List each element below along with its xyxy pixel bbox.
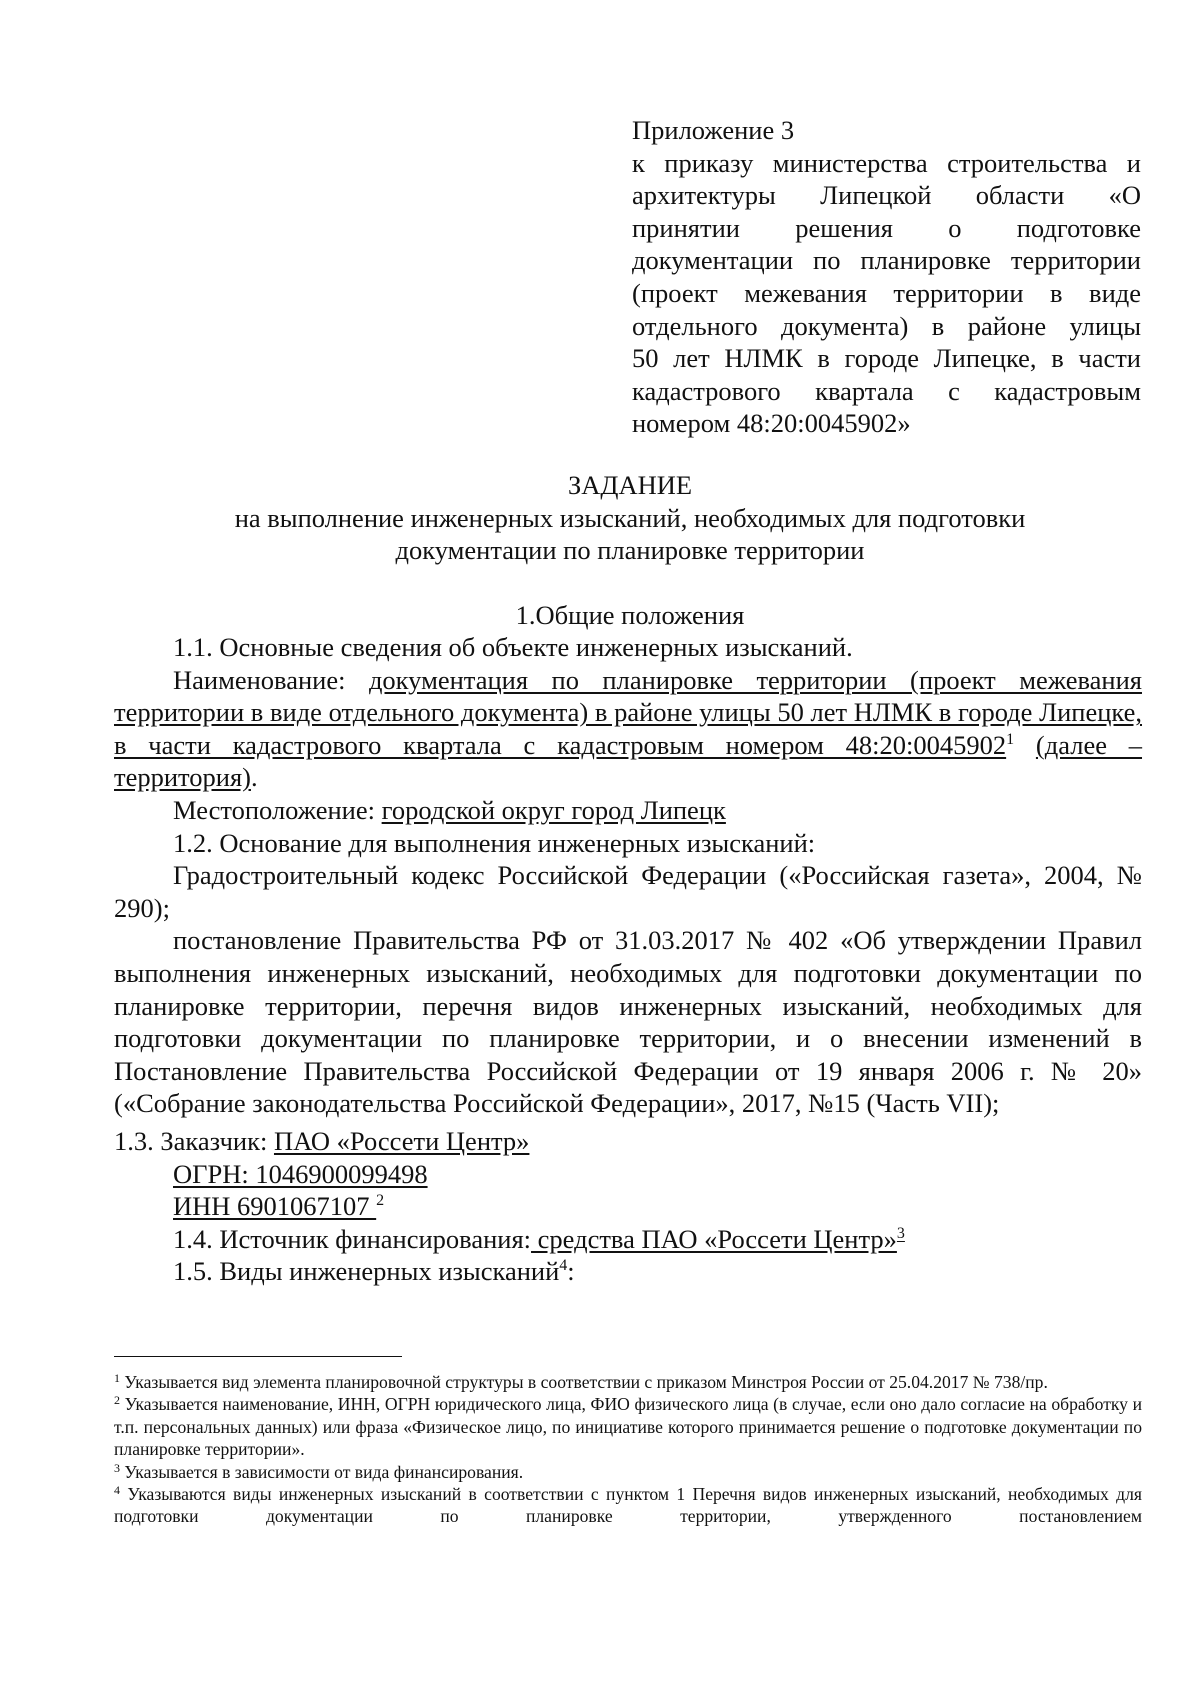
appendix-line: номером 48:20:0045902» (632, 408, 911, 439)
location-line (114, 794, 1142, 827)
appendix-line: отдельного документа) в районе улицы (632, 310, 1141, 341)
footnote-ref: 1 (1006, 730, 1015, 748)
object-name-paragraph (114, 664, 1142, 794)
location-value: городской округ город Липецк (381, 794, 726, 825)
ogrn-line (114, 1158, 1142, 1191)
customer-label: 1.3. Заказчик: (114, 1126, 274, 1156)
title-subtitle-line: документации по планировке территории (395, 535, 865, 566)
title-main: ЗАДАНИЕ (567, 470, 693, 500)
appendix-block (632, 114, 1141, 440)
footnote-1 (114, 1371, 1142, 1393)
appendix-line: к приказу министерства строительства и (632, 147, 1141, 178)
footnote-4 (114, 1483, 1142, 1528)
footnote-ref: 4 (559, 1257, 568, 1275)
footnote-text: Указывается вид элемента планировочной структуры в соответствии с приказом Минстроя России от 25.04.2017 № 738/пр. (120, 1372, 1048, 1392)
appendix-line: 50 лет НЛМК в городе Липецке, в части (632, 343, 1141, 374)
clause-1-5 (114, 1255, 1142, 1288)
appendix-line: принятии решения о подготовке (632, 212, 1141, 243)
customer-line (114, 1125, 1142, 1158)
clause-1-1: 1.1. Основные сведения об объекте инженерных изысканий. (173, 632, 853, 662)
inn-value: ИНН 6901067107 (173, 1191, 377, 1222)
appendix-line: документации по планировке территории (632, 245, 1141, 276)
footnote-text: Указываются виды инженерных изысканий в соответствии с пунктом 1 Перечня видов инженерных изысканий, необходимых для подготовки документации по планировке территории, утвержденного постановлением (114, 1484, 1142, 1527)
footnote-number: 4 (114, 1483, 120, 1498)
clause-1-2: 1.2. Основание для выполнения инженерных изысканий: (173, 827, 816, 858)
location-label: Местоположение: (173, 794, 382, 825)
clause-1-5-end: : (567, 1256, 575, 1287)
object-name-value: документация по планировке территории (проект межевания территории в виде отдельного документа) в районе улицы 50 лет НЛМК в городе Липецке, в части кадастрового квартала с кадастровым номером 48:20:0045902 (114, 664, 1142, 760)
inn-line (114, 1190, 1142, 1223)
customer-block (114, 1125, 1142, 1288)
appendix-line: (проект межевания территории в виде (632, 277, 1141, 308)
footnote-number: 1 (114, 1371, 120, 1385)
clause-1-4-value: средства ПАО «Россети Центр» (531, 1223, 897, 1254)
footnote-number: 3 (114, 1460, 120, 1475)
footnote-text: Указывается в зависимости от вида финансирования. (120, 1461, 524, 1482)
ogrn-value: ОГРН: 1046900099498 (173, 1158, 428, 1189)
footnote-ref: 2 (376, 1192, 385, 1210)
footnote-separator (114, 1356, 402, 1357)
section-heading: 1.Общие положения (515, 600, 745, 630)
appendix-line: архитектуры Липецкой области «О (632, 180, 1141, 211)
footnote-text: Указывается наименование, ИНН, ОГРН юридического лица, ФИО физического лица (в случае, если оно дало согласие на обработку и т.п. персональных данных) или фраза «Физическое лицо, по инициативе которого принимается решение о подготовке документации по планировке территории». (114, 1394, 1142, 1460)
clause-1-4 (114, 1223, 1142, 1256)
title-subtitle-line: на выполнение инженерных изысканий, необходимых для подготовки (234, 502, 1026, 533)
footnote-3 (114, 1461, 1142, 1483)
footnote-number: 2 (114, 1393, 120, 1408)
object-name-tail: (далее – территория) (114, 729, 1143, 793)
basis-paragraph-1: Градостроительный кодекс Российской Федерации («Российская газета», 2004, № 290); (114, 860, 1142, 923)
customer-value: ПАО «Россети Центр» (273, 1126, 530, 1156)
section-body (114, 631, 1142, 1120)
footnote-2 (114, 1393, 1142, 1460)
footnote-ref: 3 (896, 1224, 905, 1242)
footnotes (114, 1371, 1142, 1528)
appendix-heading: Приложение 3 (632, 115, 795, 145)
clause-1-4-label: 1.4. Источник финансирования: (173, 1223, 532, 1254)
object-name-end: . (250, 762, 258, 793)
object-name-label: Наименование: (173, 664, 369, 695)
clause-1-5-label: 1.5. Виды инженерных изысканий (173, 1256, 560, 1287)
document-title (110, 469, 1150, 567)
appendix-line: кадастрового квартала с кадастровым (632, 375, 1141, 406)
basis-paragraph-2: постановление Правительства РФ от 31.03.2017 № 402 «Об утверждении Правил выполнения инженерных изысканий, необходимых для подготовки документации по планировке территории, перечня видов инженерных изысканий, необходимых для подготовки документации по планировке территории, и о внесении изменений в Постановление Правительства Российской Федерации от 19 января 2006 г. № 20» («Собрание законодательства Российской Федерации», 2017, №15 (Часть VII); (114, 925, 1142, 1119)
